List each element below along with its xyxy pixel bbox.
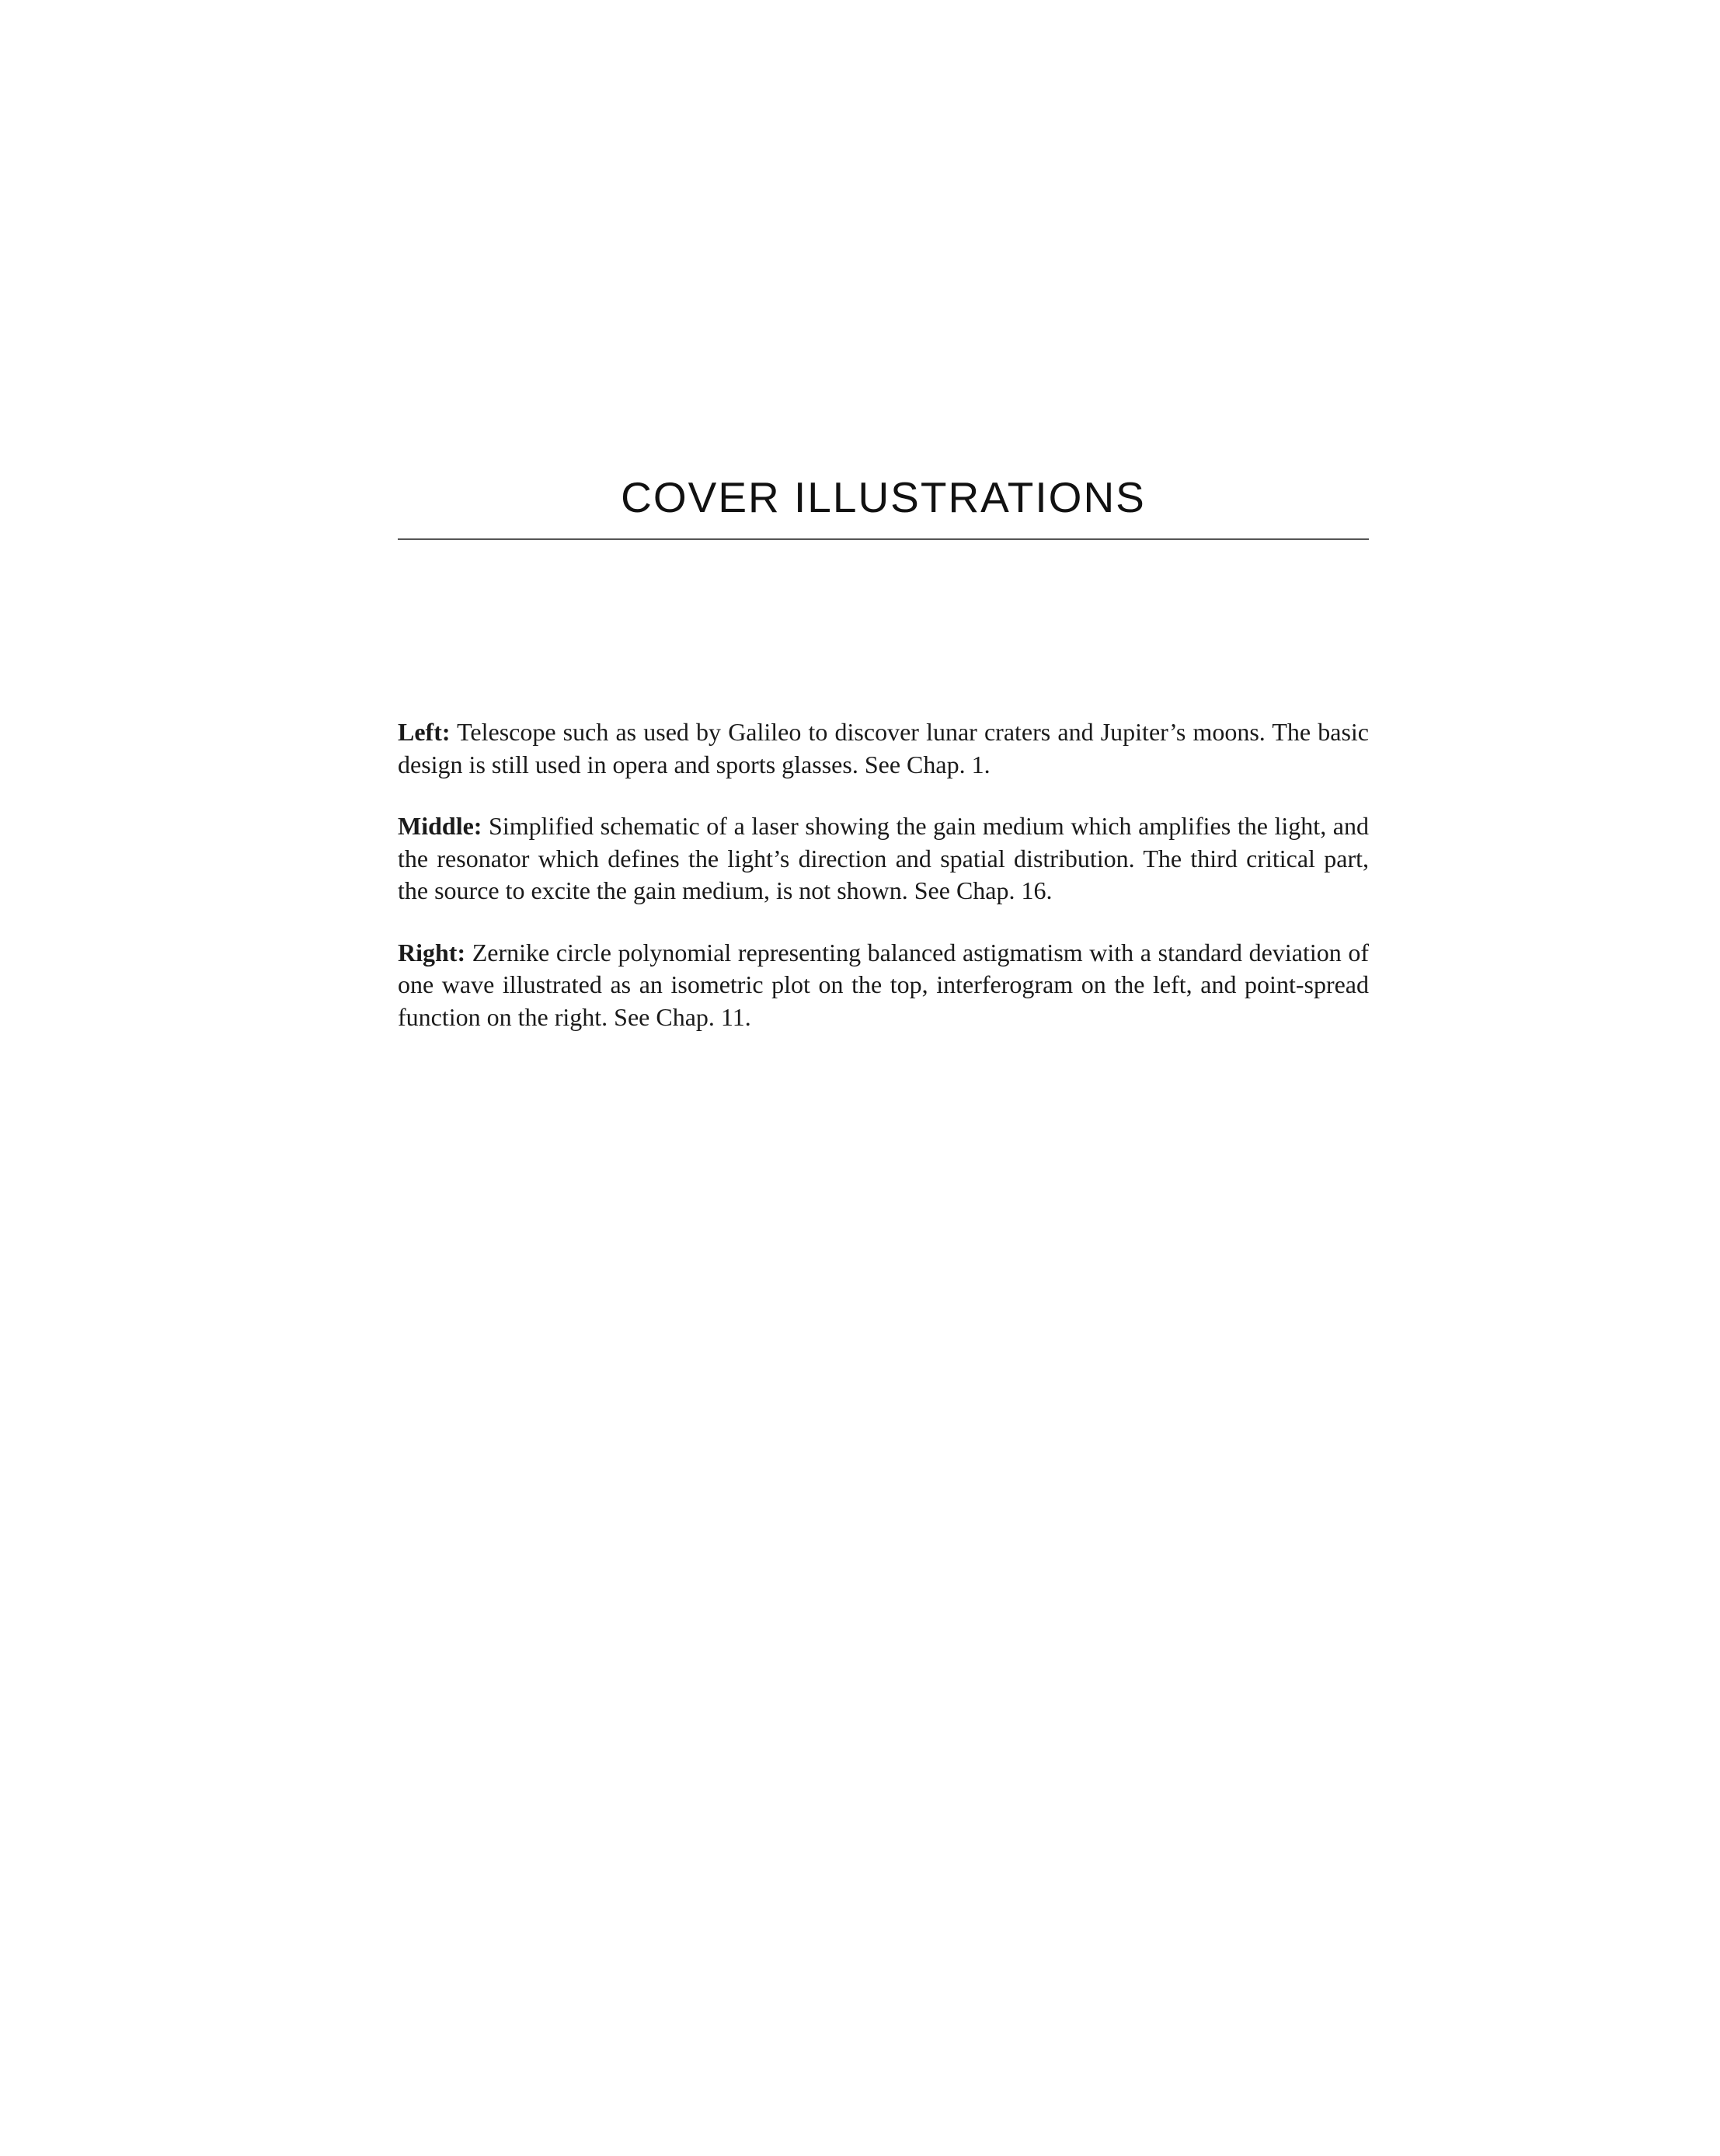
paragraph-lead: Left:	[398, 718, 451, 746]
paragraph-lead: Right:	[398, 938, 466, 967]
paragraph-right	[398, 937, 1369, 1034]
title-divider	[398, 538, 1369, 540]
paragraph-text: Zernike circle polynomial representing balanced astigmatism with a standard deviation of one wave illustrated as an isometric plot on the top, interferogram on the left, and point-spread function on the right. See Chap. 11.	[398, 938, 1370, 1031]
paragraph-middle	[398, 810, 1369, 907]
page-title: COVER ILLUSTRATIONS	[621, 473, 1146, 521]
paragraph-lead: Middle:	[398, 812, 482, 840]
paragraph-text: Telescope such as used by Galileo to discover lunar craters and Jupiter’s moons. The basic design is still used in opera and sports glasses. See Chap. 1.	[398, 718, 1370, 778]
page-body	[398, 716, 1369, 1063]
paragraph-text: Simplified schematic of a laser showing the gain medium which amplifies the light, and the resonator which defines the light’s direction and spatial distribution. The third critical part, the source to excite the gain medium, is not shown. See Chap. 16.	[398, 812, 1370, 904]
paragraph-left	[398, 716, 1369, 781]
